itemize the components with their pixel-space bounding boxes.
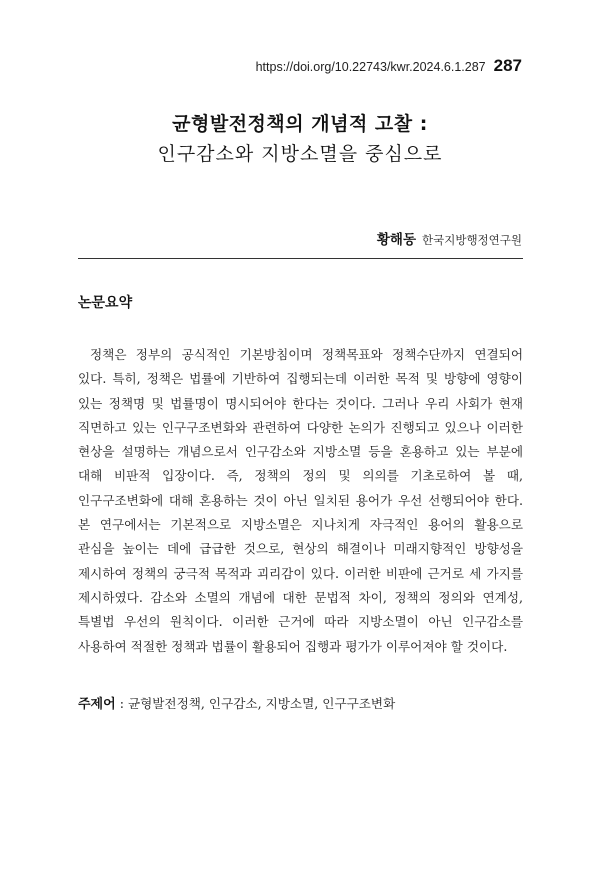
paper-title: 균형발전정책의 개념적 고찰 : <box>172 113 428 135</box>
page-header <box>256 56 522 76</box>
author-name: 황해동 <box>376 232 417 248</box>
author-line <box>377 228 522 248</box>
title-block <box>0 110 600 168</box>
keywords-label: 주제어 <box>78 697 116 712</box>
abstract-heading: 논문요약 <box>78 295 133 311</box>
doi-link[interactable]: https://doi.org/10.22743/kwr.2024.6.1.287 <box>255 60 486 74</box>
keywords-line <box>78 693 523 712</box>
page-number: 287 <box>493 56 522 75</box>
paper-subtitle: 인구감소와 지방소멸을 중심으로 <box>157 143 443 165</box>
keywords-separator: : <box>119 696 124 711</box>
author-affiliation: 한국지방행정연구원 <box>422 233 522 247</box>
abstract-body: 정책은 정부의 공식적인 기본방침이며 정책목표와 정책수단까지 연결되어 있다. 특히, 정책은 법률에 기반하여 집행되는데 이러한 목적 및 방향에 영향이 있는 정책명 및 법률명이 명시되어야 한다는 것이다. 그러나 우리 사회가 현재 직면하고 있는 인구구조변화와 관련하여 다양한 논의가 진행되고 있으나 이러한 현상을 설명하는 개념으로서 인구감소와 지방소멸 등을 혼용하고 있는 부분에 대해 비판적 입장이다. 즉, 정책의 정의 및 의의를 기초로하여 볼 때, 인구구조변화에 대해 혼용하는 것이 아닌 일치된 용어가 우선 선행되어야 한다. 본 연구에서는 기본적으로 지방소멸은 지나치게 자극적인 용어의 활용으로 관심을 높이는 데에 급급한 것으로, 현상의 해결이나 미래지향적인 방향성을 제시하여 정책의 궁극적 목적과 괴리감이 있다. 이러한 비판에 근거로 세 가지를 제시하였다. 감소와 소멸의 개념에 대한 문법적 차이, 정책의 정의와 연계성, 특별법 우선의 원칙이다. 이러한 근거에 따라 지방소멸이 아닌 인구감소를 사용하여 적절한 정책과 법률이 활용되어 집행과 평가가 이루어져야 할 것이다. <box>78 347 523 654</box>
keywords-values: 균형발전정책, 인구감소, 지방소멸, 인구구조변화 <box>127 696 396 711</box>
header-divider <box>78 258 523 259</box>
